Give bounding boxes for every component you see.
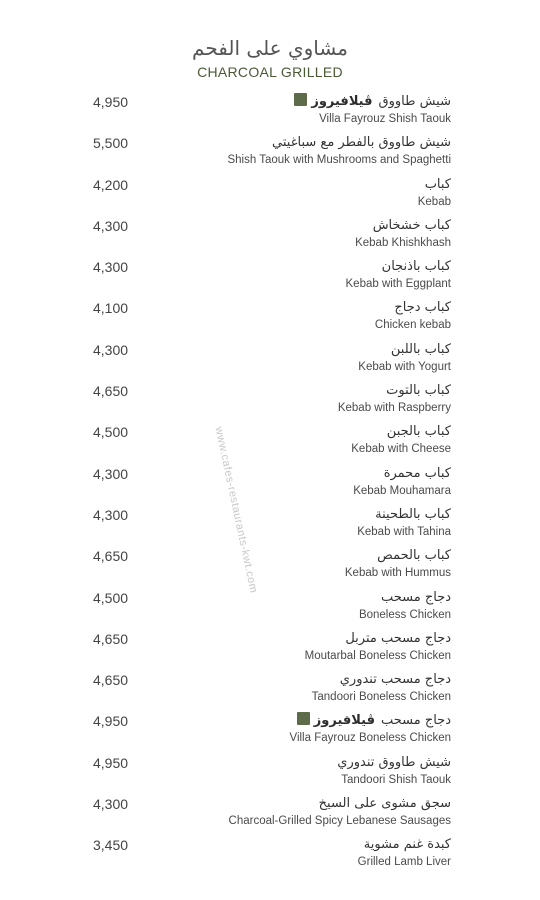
item-name-arabic: شيش طاووق [378, 94, 451, 109]
item-name-english: Villa Fayrouz Boneless Chicken [289, 732, 451, 745]
item-names [351, 422, 451, 456]
item-name-arabic-line [312, 670, 451, 690]
item-name-english: Kebab with Eggplant [345, 278, 451, 291]
item-name-english: Tandoori Shish Taouk [341, 773, 451, 786]
item-name-english: Moutarbal Boneless Chicken [304, 649, 451, 662]
menu-item [0, 629, 540, 670]
item-names [312, 670, 451, 704]
item-name-english: Kebab with Raspberry [337, 402, 451, 415]
menu-item [0, 340, 540, 381]
item-name-arabic-line [375, 298, 451, 318]
item-name-arabic: شيش طاووق بالفطر مع سباغيتي [272, 135, 451, 151]
item-name-arabic-line [355, 216, 451, 236]
item-name-arabic: كباب بالطحينة [375, 506, 451, 522]
menu-item [0, 794, 540, 835]
item-price: 4,950 [93, 754, 129, 771]
menu-list [0, 92, 540, 877]
item-name-arabic: كباب دجاج [394, 300, 451, 316]
menu-item [0, 546, 540, 587]
item-name-arabic: سجق مشوى على السيخ [318, 796, 451, 812]
item-price: 4,200 [93, 176, 129, 193]
item-names [358, 340, 451, 374]
item-name-arabic: كبدة غنم مشوية [363, 837, 451, 853]
item-name-english: Shish Taouk with Mushrooms and Spaghetti [227, 154, 451, 167]
item-names [305, 629, 451, 663]
item-names [345, 546, 451, 580]
brand-logo-icon [294, 93, 307, 106]
menu-item [0, 588, 540, 629]
item-name-english: Tandoori Boneless Chicken [311, 691, 451, 704]
item-names [359, 588, 451, 622]
item-price: 4,650 [93, 548, 129, 565]
item-name-arabic-line [346, 257, 452, 277]
item-name-english: Chicken kebab [374, 319, 451, 332]
item-price: 4,950 [93, 94, 129, 110]
item-name-arabic: كباب باللبن [390, 341, 451, 357]
menu-item [0, 92, 540, 133]
item-price: 4,300 [93, 506, 129, 523]
menu-item [0, 670, 540, 711]
menu-item [0, 175, 540, 216]
item-name-arabic-line [359, 588, 451, 608]
item-name-arabic: كباب بالجبن [386, 424, 451, 440]
item-name-english: Kebab with Cheese [351, 443, 451, 456]
item-names [358, 835, 451, 869]
menu-item [0, 133, 540, 174]
item-price: 4,500 [93, 424, 129, 441]
item-names [353, 464, 451, 498]
item-name-english: Grilled Lamb Liver [357, 856, 451, 869]
item-name-arabic-line [229, 794, 451, 814]
item-names [338, 381, 451, 415]
item-name-english: Kebab with Tahina [357, 525, 451, 538]
item-price: 4,300 [93, 465, 129, 482]
item-price: 3,450 [93, 837, 129, 854]
item-price: 4,300 [93, 796, 129, 813]
item-name-arabic-line [351, 422, 451, 442]
item-name-arabic-line [227, 133, 451, 153]
item-name-arabic-line [337, 753, 451, 773]
item-names [294, 92, 451, 126]
item-name-arabic-line [338, 381, 451, 401]
item-name-arabic: دجاج مسحب تندوري [339, 672, 451, 688]
item-name-arabic: كباب محمرة [383, 465, 451, 481]
item-name-arabic-line [289, 711, 451, 731]
brand-logo-icon [297, 712, 310, 725]
item-price: 4,650 [93, 672, 129, 689]
item-names [346, 257, 452, 291]
item-name-arabic: دجاج مسحب [380, 713, 451, 729]
item-name-arabic: كباب خشخاش [372, 217, 451, 233]
item-name-english: Boneless Chicken [358, 608, 451, 621]
menu-item [0, 835, 540, 876]
item-name-english: Kebab with Hummus [344, 567, 451, 580]
item-name-arabic-line [294, 92, 451, 112]
item-names [357, 505, 451, 539]
item-name-arabic-line [418, 175, 451, 195]
item-price: 4,500 [93, 589, 129, 606]
menu-item [0, 422, 540, 463]
item-names [375, 298, 451, 332]
item-names [289, 711, 451, 745]
item-name-arabic: دجاج مسحب متربل [345, 630, 451, 646]
item-price: 4,650 [93, 383, 129, 400]
item-price: 4,300 [93, 217, 129, 234]
item-name-arabic-line [305, 629, 451, 649]
item-name-english: Kebab [417, 195, 451, 208]
brand-villa-fayrouz: ڤيلافيروز [311, 94, 373, 109]
item-name-arabic-line [358, 340, 451, 360]
item-name-arabic: كباب [424, 176, 451, 192]
item-name-english: Kebab Khishkhash [355, 236, 451, 249]
item-names [355, 216, 451, 250]
item-name-arabic: كباب باذنجان [381, 259, 451, 275]
menu-item [0, 711, 540, 752]
item-price: 4,100 [93, 300, 129, 317]
item-names [227, 133, 451, 167]
item-price: 4,300 [93, 341, 129, 358]
item-name-arabic-line [357, 505, 451, 525]
section-header [0, 34, 540, 82]
item-name-arabic: كباب بالتوت [386, 383, 451, 399]
section-title-arabic: مشاوي على الفحم [192, 36, 348, 60]
menu-item [0, 298, 540, 339]
menu-item [0, 381, 540, 422]
item-name-english: Charcoal-Grilled Spicy Lebanese Sausages [228, 815, 451, 828]
menu-item [0, 216, 540, 257]
item-price: 4,300 [93, 259, 129, 276]
item-name-english: Kebab Mouhamara [353, 484, 451, 497]
item-name-arabic-line [358, 835, 451, 855]
watermark: www.cafes-restaurants-kwt.com [212, 425, 260, 595]
item-name-arabic: كباب بالحمص [377, 548, 451, 564]
item-name-arabic: شيش طاووق تندوري [337, 754, 451, 770]
item-names [337, 753, 451, 787]
item-name-english: Kebab with Yogurt [358, 360, 451, 373]
item-name-arabic-line [345, 546, 451, 566]
menu-item [0, 505, 540, 546]
item-names [229, 794, 451, 828]
menu-item [0, 464, 540, 505]
brand-villa-fayrouz: ڤيلافيروز [313, 713, 375, 729]
item-price: 4,650 [93, 630, 129, 647]
item-names [418, 175, 451, 209]
item-name-arabic: دجاج مسحب [380, 589, 451, 605]
item-price: 5,500 [93, 135, 129, 152]
section-title-english: CHARCOAL GRILLED [197, 64, 343, 80]
item-price: 4,950 [93, 713, 129, 730]
item-name-english: Villa Fayrouz Shish Taouk [319, 113, 451, 125]
item-name-arabic-line [353, 464, 451, 484]
menu-item [0, 753, 540, 794]
menu-item [0, 257, 540, 298]
